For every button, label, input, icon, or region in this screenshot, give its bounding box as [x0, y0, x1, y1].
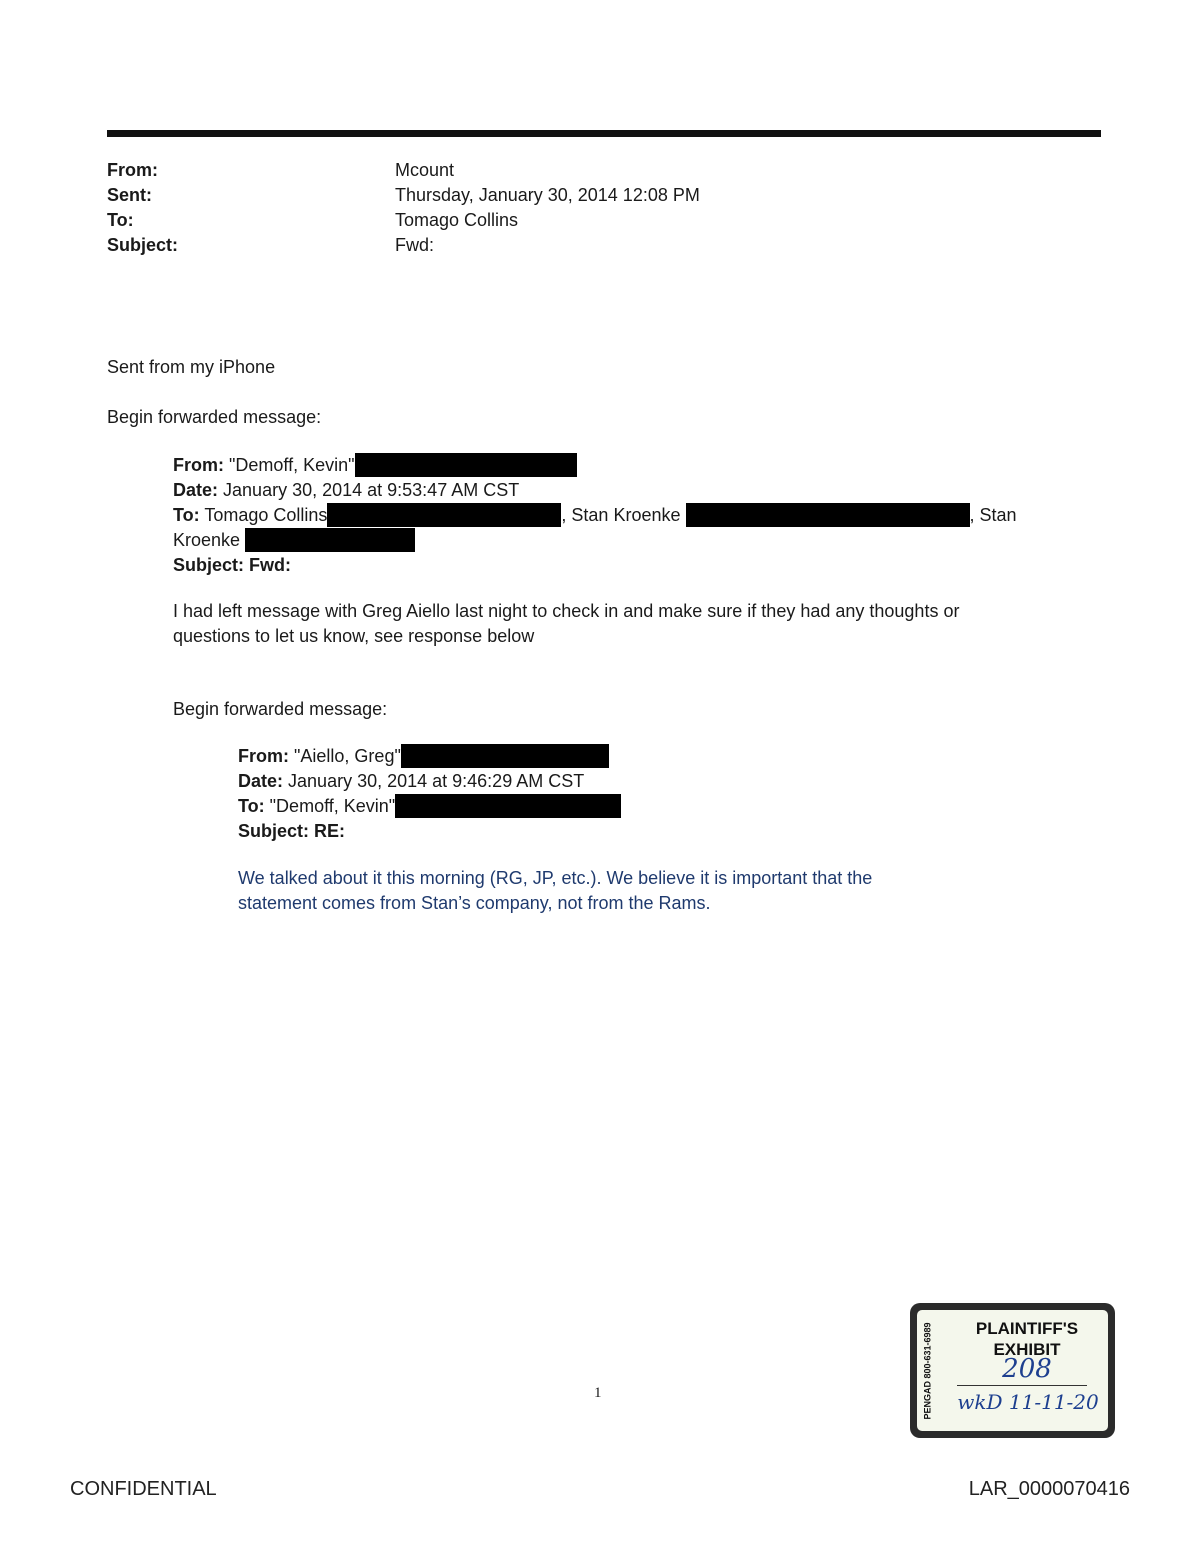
header-sent-row	[107, 183, 700, 208]
fwd2-date-label: Date:	[238, 771, 284, 791]
fwd1-to-recipient: Kroenke	[173, 530, 241, 550]
subject-label: Subject:	[107, 235, 179, 255]
stamp-vendor: PENGAD 800-631-6989	[923, 1321, 933, 1420]
forward-intro: Begin forwarded message:	[107, 407, 322, 427]
stamp-title-line: PLAINTIFF'S	[975, 1319, 1079, 1338]
email-header	[107, 158, 700, 258]
header-rule	[107, 130, 1101, 137]
fwd2-to-label: To:	[238, 796, 265, 816]
to-value: Tomago Collins	[395, 210, 519, 230]
fwd2-to-row	[238, 794, 621, 819]
redaction-block	[327, 503, 561, 527]
exhibit-stamp-label	[917, 1310, 1108, 1431]
fwd1-from-value: "Demoff, Kevin"	[229, 455, 355, 475]
redaction-block	[686, 503, 970, 527]
header-from-row	[107, 158, 700, 183]
fwd1-subject-row	[173, 553, 291, 578]
page-number: 1	[594, 1385, 602, 1401]
fwd2-from-value: "Aiello, Greg"	[294, 746, 401, 766]
fwd1-to-row-continued	[173, 528, 415, 553]
sent-label: Sent:	[107, 185, 152, 205]
fwd1-to-recipient: , Stan Kroenke	[561, 505, 681, 525]
fwd1-subject-label: Subject:	[173, 555, 245, 575]
fwd2-subject-row	[238, 819, 345, 844]
fwd1-to-name: Tomago Collins	[204, 505, 328, 525]
fwd1-message-line: questions to let us know, see response below	[173, 626, 535, 646]
redaction-block	[245, 528, 415, 552]
fwd1-message-line: I had left message with Greg Aiello last night to check in and make sure if they had any thoughts or	[173, 601, 960, 621]
sent-value: Thursday, January 30, 2014 12:08 PM	[395, 185, 700, 205]
fwd1-forward-intro: Begin forwarded message:	[173, 699, 388, 719]
to-label: To:	[107, 210, 134, 230]
fwd1-date-row	[173, 478, 519, 503]
fwd2-subject-label: Subject:	[238, 821, 310, 841]
fwd1-from-row	[173, 453, 577, 478]
fwd2-subject-value: RE:	[314, 821, 346, 841]
bates-number: LAR_0000070416	[968, 1478, 1130, 1500]
fwd1-from-label: From:	[173, 455, 224, 475]
from-label: From:	[107, 160, 158, 180]
fwd1-subject-value: Fwd:	[249, 555, 292, 575]
from-value: Mcount	[395, 160, 455, 180]
fwd2-date-value: January 30, 2014 at 9:46:29 AM CST	[288, 771, 585, 791]
fwd2-from-row	[238, 744, 609, 769]
stamp-exhibit-number: 208	[1002, 1354, 1052, 1384]
exhibit-stamp	[910, 1303, 1115, 1438]
fwd2-date-row	[238, 769, 584, 794]
header-subject-row	[107, 233, 700, 258]
fwd1-to-label: To:	[173, 505, 200, 525]
confidential-label: CONFIDENTIAL	[70, 1478, 217, 1500]
fwd2-message-line: We talked about it this morning (RG, JP, etc.). We believe it is important that the	[238, 868, 873, 888]
subject-value: Fwd:	[395, 235, 435, 255]
fwd2-from-label: From:	[238, 746, 289, 766]
fwd1-to-recipient: , Stan	[969, 505, 1017, 525]
redaction-block	[355, 453, 577, 477]
header-to-row	[107, 208, 700, 233]
stamp-underline	[957, 1385, 1087, 1386]
fwd1-date-label: Date:	[173, 480, 219, 500]
fwd1-to-row	[173, 503, 1017, 528]
stamp-handwritten-date: wkD 11-11-20	[957, 1390, 1099, 1414]
fwd2-to-value: "Demoff, Kevin"	[269, 796, 396, 816]
signature: Sent from my iPhone	[107, 357, 276, 377]
redaction-block	[401, 744, 609, 768]
fwd1-date-value: January 30, 2014 at 9:53:47 AM CST	[223, 480, 520, 500]
fwd2-message-line: statement comes from Stan’s company, not from the Rams.	[238, 893, 711, 913]
redaction-block	[395, 794, 621, 818]
stamp-title-line: EXHIBIT	[993, 1340, 1061, 1359]
